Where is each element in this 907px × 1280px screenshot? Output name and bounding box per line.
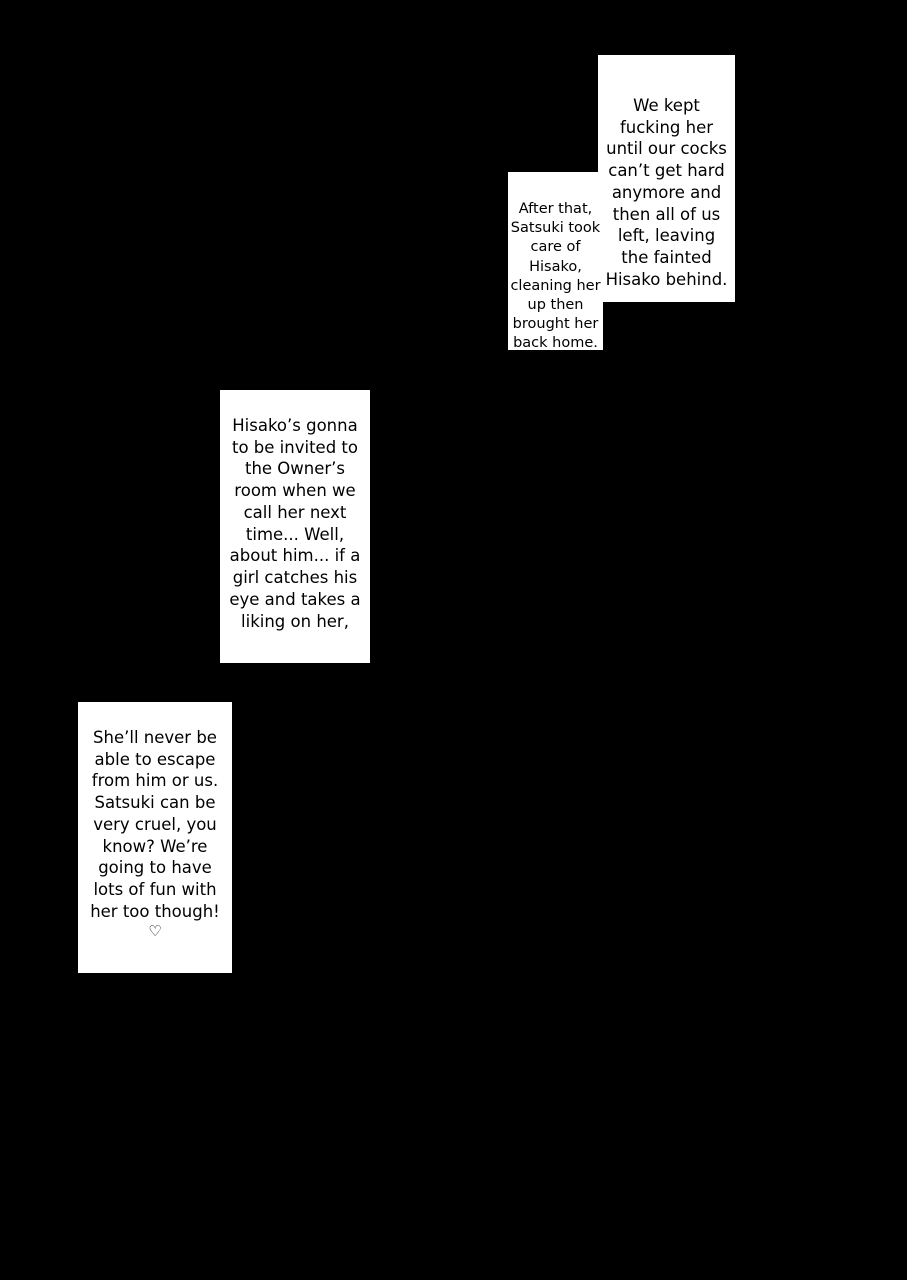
- speech-bubble-3: [220, 390, 370, 663]
- speech-bubble-2: [508, 172, 603, 350]
- speech-bubble-1: [598, 55, 735, 302]
- speech-bubble-2-text: After that, Satsuki took care of Hisako, cleaning her up then brought her back home.: [510, 201, 601, 351]
- speech-bubble-1-text: We kept fucking her until our cocks can’t get hard anymore and then all of us left, leaving the fainted Hisako behind.: [605, 95, 728, 289]
- speech-bubble-4: [78, 702, 232, 973]
- speech-bubble-3-text: Hisako’s gonna to be invited to the Owner’s room when we call her next time... Well, about him... if a girl catches his eye and takes a liking on her,: [229, 415, 361, 631]
- speech-bubble-4-text: She’ll never be able to escape from him or us. Satsuki can be very cruel, you know? We’re going to have lots of fun with her too though!: [90, 727, 220, 921]
- heart-icon: ♡: [148, 921, 162, 940]
